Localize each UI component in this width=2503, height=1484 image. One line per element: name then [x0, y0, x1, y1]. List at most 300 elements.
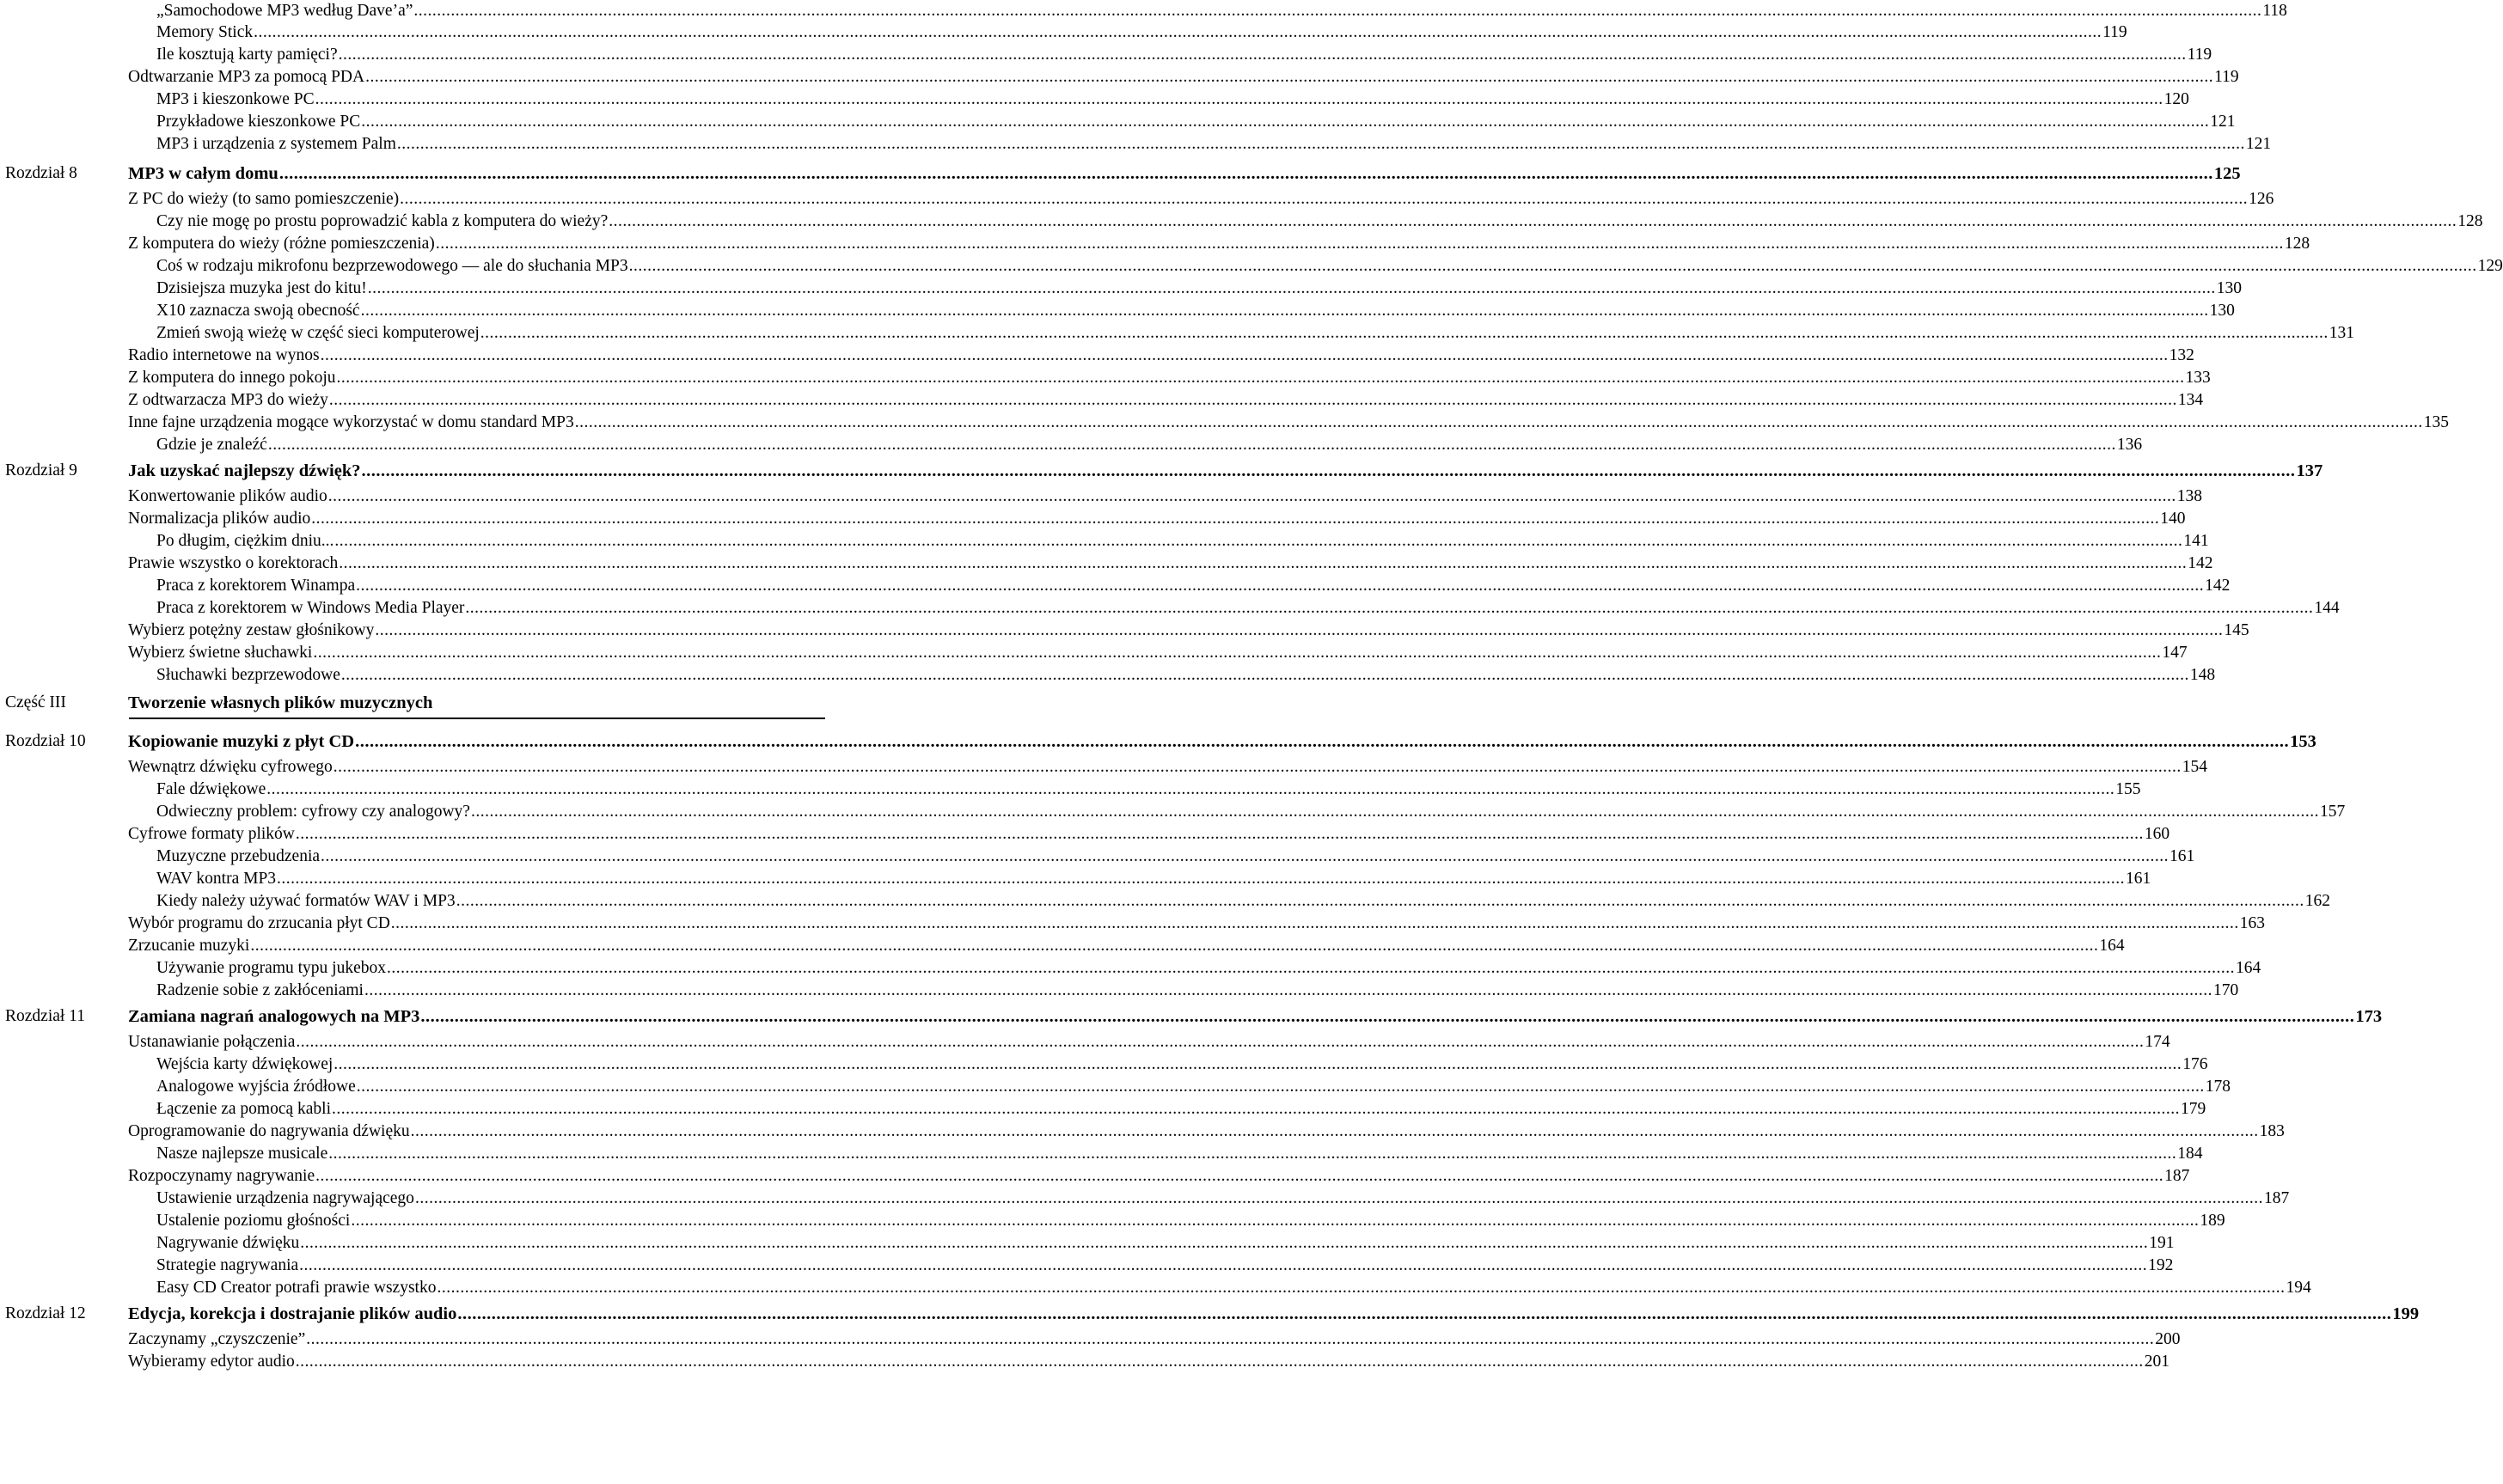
- page-number: 189: [2200, 1212, 2225, 1230]
- page-number: 128: [2284, 235, 2310, 253]
- page-number: 178: [2205, 1078, 2231, 1096]
- toc-entry: [128, 1167, 2190, 1186]
- entry-title: Używanie programu typu jukebox: [156, 959, 386, 977]
- toc-entry: [128, 732, 2316, 752]
- entry-title: MP3 i kieszonkowe PC: [156, 90, 315, 108]
- toc-entry-row: [0, 597, 2340, 620]
- toc-entry: [156, 1055, 2208, 1074]
- toc-entry: [156, 1212, 2225, 1231]
- page-number: 176: [2182, 1055, 2208, 1073]
- toc-entry-row: [0, 530, 2209, 553]
- chapter-label: Rozdział 9: [5, 461, 77, 479]
- dot-leader: ................................................................................................................................................................................................................................................................................................................................................................................................................: [437, 1279, 2286, 1297]
- page-number: 133: [2185, 369, 2211, 387]
- page-number: 183: [2259, 1122, 2285, 1140]
- entry-title: Kiedy należy używać formatów WAV i MP3: [156, 892, 456, 910]
- dot-leader: ................................................................................................................................................................................................................................................................................................................................................................................................................: [338, 46, 2187, 64]
- chapter-label: Rozdział 12: [5, 1304, 86, 1322]
- toc-entry: [156, 90, 2189, 109]
- toc-entry-row: [0, 913, 2266, 935]
- entry-title: Odtwarzanie MP3 za pomocą PDA: [128, 68, 365, 86]
- toc-entry: [128, 825, 2170, 844]
- toc-entry-row: [0, 642, 2188, 664]
- dot-leader: ................................................................................................................................................................................................................................................................................................................................................................................................................: [333, 758, 2182, 776]
- page-number: 174: [2145, 1033, 2170, 1051]
- page-number: 162: [2304, 892, 2330, 910]
- toc-entry: [156, 135, 2272, 154]
- dot-leader: ................................................................................................................................................................................................................................................................................................................................................................................................................: [364, 981, 2212, 999]
- entry-title: Strategie nagrywania: [156, 1256, 299, 1274]
- entry-title: X10 zaznacza swoją obecność: [156, 302, 360, 320]
- entry-title: Wewnątrz dźwięku cyfrowego: [128, 758, 333, 776]
- toc-entry-row: [0, 664, 2216, 687]
- toc-entry: [156, 1234, 2175, 1253]
- toc-entry-row: [0, 367, 2211, 389]
- toc-entry-row: [0, 21, 2127, 44]
- entry-title: Rozpoczynamy nagrywanie: [128, 1167, 315, 1185]
- toc-entry: [156, 212, 2483, 231]
- entry-title: Z odtwarzacza MP3 do wieży: [128, 391, 328, 409]
- entry-title: Odwieczny problem: cyfrowy czy analogowy?: [156, 803, 470, 821]
- page-number: 161: [2126, 870, 2151, 888]
- toc-entry: [156, 981, 2239, 1000]
- dot-leader: ................................................................................................................................................................................................................................................................................................................................................................................................................: [306, 1330, 2155, 1348]
- toc-entry: [128, 510, 2186, 528]
- toc-entry-row: [0, 553, 2213, 575]
- page-number: 119: [2187, 46, 2212, 64]
- entry-title: Z komputera do innego pokoju: [128, 369, 336, 387]
- toc-entry-row: [0, 89, 2189, 111]
- entry-title: Ile kosztują karty pamięci?: [156, 46, 338, 64]
- dot-leader: ................................................................................................................................................................................................................................................................................................................................................................................................................: [295, 825, 2144, 843]
- page-number: 130: [2216, 279, 2243, 297]
- dot-leader: ................................................................................................................................................................................................................................................................................................................................................................................................................: [339, 554, 2188, 572]
- toc-entry: [156, 577, 2231, 595]
- dot-leader: ................................................................................................................................................................................................................................................................................................................................................................................................................: [278, 164, 2213, 183]
- page-number: 132: [2169, 346, 2194, 364]
- dot-leader: ................................................................................................................................................................................................................................................................................................................................................................................................................: [321, 847, 2169, 865]
- page-number: 134: [2177, 391, 2204, 409]
- page-number: 157: [2319, 803, 2346, 821]
- toc-entry-row: [0, 756, 2207, 779]
- page-number: 126: [2249, 190, 2274, 208]
- entry-title: Zrzucanie muzyki: [128, 937, 250, 955]
- dot-leader: ................................................................................................................................................................................................................................................................................................................................................................................................................: [367, 279, 2216, 297]
- toc-entry: [128, 1304, 2420, 1324]
- toc-entry-row: [0, 890, 2330, 913]
- toc-entry: [156, 23, 2127, 42]
- entry-title: Dzisiejsza muzyka jest do kitu!: [156, 279, 367, 297]
- page-number: 187: [2263, 1189, 2290, 1207]
- page-number: 164: [2235, 959, 2261, 977]
- toc-entry-row: [0, 1053, 2208, 1076]
- toc-entry: [128, 235, 2310, 253]
- dot-leader: ................................................................................................................................................................................................................................................................................................................................................................................................................: [334, 1055, 2182, 1073]
- toc-entry-row: [0, 1121, 2285, 1143]
- dot-leader: ................................................................................................................................................................................................................................................................................................................................................................................................................: [356, 1078, 2205, 1096]
- page-number: 194: [2286, 1279, 2311, 1297]
- toc-entry: [156, 847, 2195, 866]
- toc-entry: [128, 461, 2323, 481]
- dot-leader: ................................................................................................................................................................................................................................................................................................................................................................................................................: [420, 1007, 2355, 1026]
- entry-title: Po długim, ciężkim dniu...: [156, 532, 334, 550]
- dot-leader: ................................................................................................................................................................................................................................................................................................................................................................................................................: [400, 190, 2249, 208]
- entry-title: Praca z korektorem Winampa: [156, 577, 356, 595]
- entry-title: Z PC do wieży (to samo pomieszczenie): [128, 190, 400, 208]
- toc-entry-row: [0, 1076, 2231, 1098]
- dot-leader: ................................................................................................................................................................................................................................................................................................................................................................................................................: [328, 1145, 2177, 1163]
- toc-entry-row: [0, 779, 2141, 801]
- entry-title: Coś w rodzaju mikrofonu bezprzewodowego — ale do słuchania MP3: [156, 257, 628, 275]
- page-number: 128: [2457, 212, 2483, 230]
- toc-entry-row: [0, 278, 2243, 300]
- toc-entry: [128, 1353, 2170, 1371]
- toc-entry-row: [0, 575, 2231, 597]
- page-number: 191: [2149, 1234, 2175, 1252]
- toc-entry: [156, 46, 2212, 64]
- dot-leader: ................................................................................................................................................................................................................................................................................................................................................................................................................: [320, 346, 2169, 364]
- toc-entry-row: [0, 823, 2170, 846]
- entry-title: Analogowe wyjścia źródłowe: [156, 1078, 356, 1096]
- toc-entry-row: [0, 1098, 2206, 1121]
- entry-title: Czy nie mogę po prostu poprowadzić kabla z komputera do wieży?: [156, 212, 609, 230]
- dot-leader: ................................................................................................................................................................................................................................................................................................................................................................................................................: [351, 1212, 2200, 1230]
- page-number: 173: [2355, 1007, 2383, 1026]
- toc-entry: [156, 257, 2503, 276]
- entry-title: Nagrywanie dźwięku: [156, 1234, 300, 1252]
- toc-entry: [128, 190, 2274, 209]
- entry-title: Muzyczne przebudzenia: [156, 847, 321, 865]
- dot-leader: ................................................................................................................................................................................................................................................................................................................................................................................................................: [386, 959, 2235, 977]
- page-number: 136: [2116, 436, 2143, 454]
- page-number: 148: [2189, 666, 2216, 684]
- page-number: 140: [2160, 510, 2186, 528]
- toc-entry-row: [0, 935, 2125, 957]
- chapter-label: Rozdział 10: [5, 732, 86, 750]
- toc-chapter-row: [0, 460, 2323, 482]
- toc-chapter-row: [0, 1303, 2420, 1325]
- page-number: 141: [2183, 532, 2209, 550]
- toc-entry-row: [0, 846, 2195, 868]
- page-number: 200: [2155, 1330, 2181, 1348]
- toc-entry-row: [0, 1255, 2174, 1277]
- dot-leader: ................................................................................................................................................................................................................................................................................................................................................................................................................: [365, 68, 2214, 86]
- toc-chapter-row: [0, 1005, 2383, 1028]
- toc-entry-row: [0, 300, 2235, 322]
- page-number: 142: [2188, 554, 2213, 572]
- toc-entry: [128, 937, 2125, 956]
- page-number: 118: [2262, 2, 2287, 20]
- toc-entry: [156, 532, 2209, 551]
- toc-entry: [156, 324, 2355, 343]
- entry-title: Z komputera do wieży (różne pomieszczenia): [128, 235, 435, 253]
- toc-entry: [128, 554, 2213, 573]
- toc-entry-row: [0, 111, 2236, 133]
- entry-title: „Samochodowe MP3 według Dave’a”: [156, 2, 413, 20]
- entry-title: Zmień swoją wieżę w część sieci komputerowej: [156, 324, 480, 342]
- toc-entry-row: [0, 66, 2239, 89]
- entry-title: Prawie wszystko o korektorach: [128, 554, 339, 572]
- entry-title: Ustanawianie połączenia: [128, 1033, 296, 1051]
- page-number: 129: [2477, 257, 2503, 275]
- entry-title: Fale dźwiękowe: [156, 780, 266, 798]
- toc-entry-row: [0, 0, 2287, 22]
- toc-entry-row: [0, 389, 2204, 412]
- toc-entry-row: [0, 322, 2355, 345]
- entry-title: Tworzenie własnych plików muzycznych: [128, 693, 433, 712]
- toc-entry: [128, 1122, 2285, 1141]
- toc-entry-row: [0, 508, 2186, 530]
- entry-title: Łączenie za pomocą kabli: [156, 1100, 332, 1118]
- entry-title: Oprogramowanie do nagrywania dźwięku: [128, 1122, 410, 1140]
- toc-entry: [128, 413, 2449, 432]
- toc-entry-row: [0, 1188, 2290, 1210]
- dot-leader: ................................................................................................................................................................................................................................................................................................................................................................................................................: [574, 413, 2423, 431]
- page-number: 119: [2214, 68, 2239, 86]
- page-number: 170: [2212, 981, 2239, 999]
- dot-leader: ................................................................................................................................................................................................................................................................................................................................................................................................................: [470, 803, 2319, 821]
- toc-entry-row: [0, 1165, 2190, 1188]
- entry-title: Wejścia karty dźwiękowej: [156, 1055, 334, 1073]
- page-number: 179: [2181, 1100, 2206, 1118]
- toc-entry: [128, 391, 2204, 410]
- dot-leader: ................................................................................................................................................................................................................................................................................................................................................................................................................: [299, 1256, 2148, 1274]
- dot-leader: ................................................................................................................................................................................................................................................................................................................................................................................................................: [628, 257, 2477, 275]
- page-number: 155: [2115, 780, 2141, 798]
- page-number: 163: [2239, 914, 2266, 932]
- dot-leader: ................................................................................................................................................................................................................................................................................................................................................................................................................: [410, 1122, 2259, 1140]
- entry-title: Ustawienie urządzenia nagrywającego: [156, 1189, 414, 1207]
- entry-title: Zaczynamy „czyszczenie”: [128, 1330, 306, 1348]
- toc-entry: [156, 279, 2243, 298]
- dot-leader: ................................................................................................................................................................................................................................................................................................................................................................................................................: [336, 369, 2185, 387]
- page-number: 187: [2164, 1167, 2190, 1185]
- dot-leader: ................................................................................................................................................................................................................................................................................................................................................................................................................: [413, 2, 2262, 20]
- toc-entry-row: [0, 620, 2249, 642]
- page-number: 138: [2176, 487, 2203, 505]
- dot-leader: ................................................................................................................................................................................................................................................................................................................................................................................................................: [334, 532, 2183, 550]
- page-number: 135: [2423, 413, 2449, 431]
- dot-leader: ................................................................................................................................................................................................................................................................................................................................................................................................................: [296, 1033, 2145, 1051]
- entry-title: Radio internetowe na wynos: [128, 346, 320, 364]
- toc-chapter-row: [0, 730, 2316, 753]
- entry-title: Wybierz potężny zestaw głośnikowy: [128, 621, 375, 639]
- dot-leader: ................................................................................................................................................................................................................................................................................................................................................................................................................: [313, 644, 2162, 662]
- toc-entry: [156, 959, 2261, 978]
- toc-entry: [156, 892, 2330, 911]
- toc-entry: [156, 780, 2141, 799]
- dot-leader: ................................................................................................................................................................................................................................................................................................................................................................................................................: [328, 391, 2177, 409]
- toc-entry: [128, 164, 2241, 184]
- dot-leader: ................................................................................................................................................................................................................................................................................................................................................................................................................: [360, 302, 2209, 320]
- toc-entry: [156, 803, 2346, 821]
- toc-entry: [128, 914, 2266, 933]
- toc-entry: [156, 113, 2236, 131]
- toc-entry-row: [0, 1277, 2311, 1299]
- entry-title: Wybieramy edytor audio: [128, 1353, 295, 1371]
- dot-leader: ................................................................................................................................................................................................................................................................................................................................................................................................................: [332, 1100, 2181, 1118]
- toc-entry-row: [0, 957, 2261, 980]
- dot-leader: ................................................................................................................................................................................................................................................................................................................................................................................................................: [396, 135, 2245, 153]
- part-label: Część III: [5, 693, 66, 711]
- toc-entry-row: [0, 44, 2212, 66]
- entry-title: Kopiowanie muzyki z płyt CD: [128, 732, 355, 751]
- dot-leader: ................................................................................................................................................................................................................................................................................................................................................................................................................: [340, 666, 2189, 684]
- entry-title: MP3 i urządzenia z systemem Palm: [156, 135, 396, 153]
- toc-part-row: [0, 692, 825, 714]
- page-number: 154: [2182, 758, 2207, 776]
- dot-leader: ................................................................................................................................................................................................................................................................................................................................................................................................................: [609, 212, 2457, 230]
- toc-entry: [128, 1007, 2383, 1027]
- dot-leader: ................................................................................................................................................................................................................................................................................................................................................................................................................: [356, 577, 2205, 595]
- toc-entry: [128, 621, 2249, 640]
- dot-leader: ................................................................................................................................................................................................................................................................................................................................................................................................................: [456, 892, 2304, 910]
- page-number: 201: [2144, 1353, 2170, 1371]
- toc-entry-row: [0, 255, 2503, 278]
- dot-leader: ................................................................................................................................................................................................................................................................................................................................................................................................................: [390, 914, 2239, 932]
- dot-leader: ................................................................................................................................................................................................................................................................................................................................................................................................................: [300, 1234, 2149, 1252]
- toc-entry-row: [0, 434, 2143, 456]
- page-number: 184: [2177, 1145, 2203, 1163]
- toc-entry-row: [0, 133, 2272, 156]
- page-number: 192: [2148, 1256, 2174, 1274]
- entry-title: Wybierz świetne słuchawki: [128, 644, 313, 662]
- toc-entry-row: [0, 801, 2346, 823]
- page-number: 199: [2392, 1304, 2420, 1323]
- entry-title: Jak uzyskać najlepszy dźwięk?: [128, 461, 361, 480]
- entry-title: Konwertowanie plików audio: [128, 487, 327, 505]
- toc-entry: [156, 599, 2340, 618]
- page-number: 121: [2210, 113, 2236, 131]
- page-number: 161: [2169, 847, 2195, 865]
- entry-title: Easy CD Creator potrafi prawie wszystko: [156, 1279, 437, 1297]
- toc-entry: [128, 758, 2207, 777]
- dot-leader: ................................................................................................................................................................................................................................................................................................................................................................................................................: [361, 461, 2296, 480]
- chapter-label: Rozdział 11: [5, 1007, 85, 1025]
- toc-entry-row: [0, 188, 2274, 211]
- dot-leader: ................................................................................................................................................................................................................................................................................................................................................................................................................: [267, 436, 2116, 454]
- page-number: 137: [2296, 461, 2323, 480]
- toc-entry: [128, 369, 2211, 388]
- entry-title: Memory Stick: [156, 23, 254, 41]
- toc-entry-row: [0, 233, 2310, 255]
- toc-entry: [128, 68, 2239, 87]
- toc-entry: [156, 1100, 2206, 1119]
- page-number: 153: [2290, 732, 2316, 751]
- entry-title: Wybór programu do zrzucania płyt CD: [128, 914, 390, 932]
- entry-title: Inne fajne urządzenia mogące wykorzystać w domu standard MP3: [128, 413, 574, 431]
- toc-entry: [128, 693, 825, 713]
- toc-entry: [156, 1145, 2203, 1163]
- toc-entry-row: [0, 1351, 2170, 1373]
- toc-entry: [128, 1033, 2170, 1052]
- toc-entry: [156, 1256, 2174, 1275]
- toc-entry: [128, 346, 2194, 365]
- dot-leader: ................................................................................................................................................................................................................................................................................................................................................................................................................: [295, 1353, 2144, 1371]
- dot-leader: ................................................................................................................................................................................................................................................................................................................................................................................................................: [266, 780, 2115, 798]
- toc-chapter-row: [0, 162, 2241, 185]
- page-number: 130: [2209, 302, 2235, 320]
- dot-leader: ................................................................................................................................................................................................................................................................................................................................................................................................................: [480, 324, 2329, 342]
- toc-entry: [156, 870, 2151, 889]
- dot-leader: ................................................................................................................................................................................................................................................................................................................................................................................................................: [315, 90, 2163, 108]
- toc-entry: [156, 1189, 2290, 1208]
- toc-entry-row: [0, 1210, 2225, 1232]
- dot-leader: ................................................................................................................................................................................................................................................................................................................................................................................................................: [327, 487, 2176, 505]
- entry-title: MP3 w całym domu: [128, 164, 278, 183]
- toc-entry: [128, 1330, 2181, 1349]
- dot-leader: ................................................................................................................................................................................................................................................................................................................................................................................................................: [375, 621, 2224, 639]
- entry-title: Zamiana nagrań analogowych na MP3: [128, 1007, 420, 1026]
- toc-entry: [128, 644, 2188, 663]
- page-number: 144: [2314, 599, 2340, 617]
- part-divider: [129, 718, 825, 719]
- page-number: 121: [2245, 135, 2272, 153]
- entry-title: Nasze najlepsze musicale: [156, 1145, 328, 1163]
- toc-entry-row: [0, 980, 2239, 1002]
- toc-entry: [128, 487, 2203, 506]
- toc-entry-row: [0, 345, 2194, 367]
- dot-leader: ................................................................................................................................................................................................................................................................................................................................................................................................................: [250, 937, 2099, 955]
- toc-entry: [156, 666, 2216, 685]
- toc-entry: [156, 1279, 2311, 1298]
- entry-title: Słuchawki bezprzewodowe: [156, 666, 340, 684]
- dot-leader: ................................................................................................................................................................................................................................................................................................................................................................................................................: [361, 113, 2210, 131]
- dot-leader: ................................................................................................................................................................................................................................................................................................................................................................................................................: [254, 23, 2102, 41]
- toc-entry: [156, 436, 2143, 455]
- dot-leader: ................................................................................................................................................................................................................................................................................................................................................................................................................: [435, 235, 2284, 253]
- dot-leader: ................................................................................................................................................................................................................................................................................................................................................................................................................: [355, 732, 2290, 751]
- entry-title: Przykładowe kieszonkowe PC: [156, 113, 361, 131]
- toc-entry: [156, 2, 2287, 21]
- entry-title: Praca z korektorem w Windows Media Player: [156, 599, 465, 617]
- dot-leader: ................................................................................................................................................................................................................................................................................................................................................................................................................: [277, 870, 2126, 888]
- entry-title: WAV kontra MP3: [156, 870, 277, 888]
- page-number: 142: [2205, 577, 2231, 595]
- toc-entry-row: [0, 868, 2151, 890]
- page-number: 119: [2102, 23, 2127, 41]
- toc-entry: [156, 302, 2235, 321]
- dot-leader: ................................................................................................................................................................................................................................................................................................................................................................................................................: [311, 510, 2160, 528]
- toc-entry-row: [0, 1143, 2203, 1165]
- toc-entry-row: [0, 486, 2203, 508]
- toc-entry-row: [0, 1328, 2181, 1351]
- toc-entry-row: [0, 1232, 2175, 1255]
- toc-entry-row: [0, 211, 2483, 233]
- entry-title: Edycja, korekcja i dostrajanie plików audio: [128, 1304, 457, 1323]
- toc-entry: [156, 1078, 2231, 1096]
- entry-title: Radzenie sobie z zakłóceniami: [156, 981, 364, 999]
- page-number: 145: [2224, 621, 2249, 639]
- entry-title: Gdzie je znaleźć: [156, 436, 267, 454]
- toc-entry-row: [0, 412, 2449, 434]
- entry-title: Cyfrowe formaty plików: [128, 825, 295, 843]
- toc-entry-row: [0, 1031, 2170, 1053]
- page-number: 164: [2099, 937, 2125, 955]
- dot-leader: ................................................................................................................................................................................................................................................................................................................................................................................................................: [315, 1167, 2164, 1185]
- dot-leader: ................................................................................................................................................................................................................................................................................................................................................................................................................: [457, 1304, 2392, 1323]
- entry-title: Ustalenie poziomu głośności: [156, 1212, 351, 1230]
- entry-title: Normalizacja plików audio: [128, 510, 311, 528]
- page-number: 120: [2163, 90, 2189, 108]
- page-number: 160: [2144, 825, 2170, 843]
- page-number: 147: [2162, 644, 2188, 662]
- chapter-label: Rozdział 8: [5, 164, 77, 182]
- page-number: 125: [2213, 164, 2241, 183]
- dot-leader: ................................................................................................................................................................................................................................................................................................................................................................................................................: [465, 599, 2314, 617]
- page-number: 131: [2329, 324, 2355, 342]
- dot-leader: ................................................................................................................................................................................................................................................................................................................................................................................................................: [414, 1189, 2263, 1207]
